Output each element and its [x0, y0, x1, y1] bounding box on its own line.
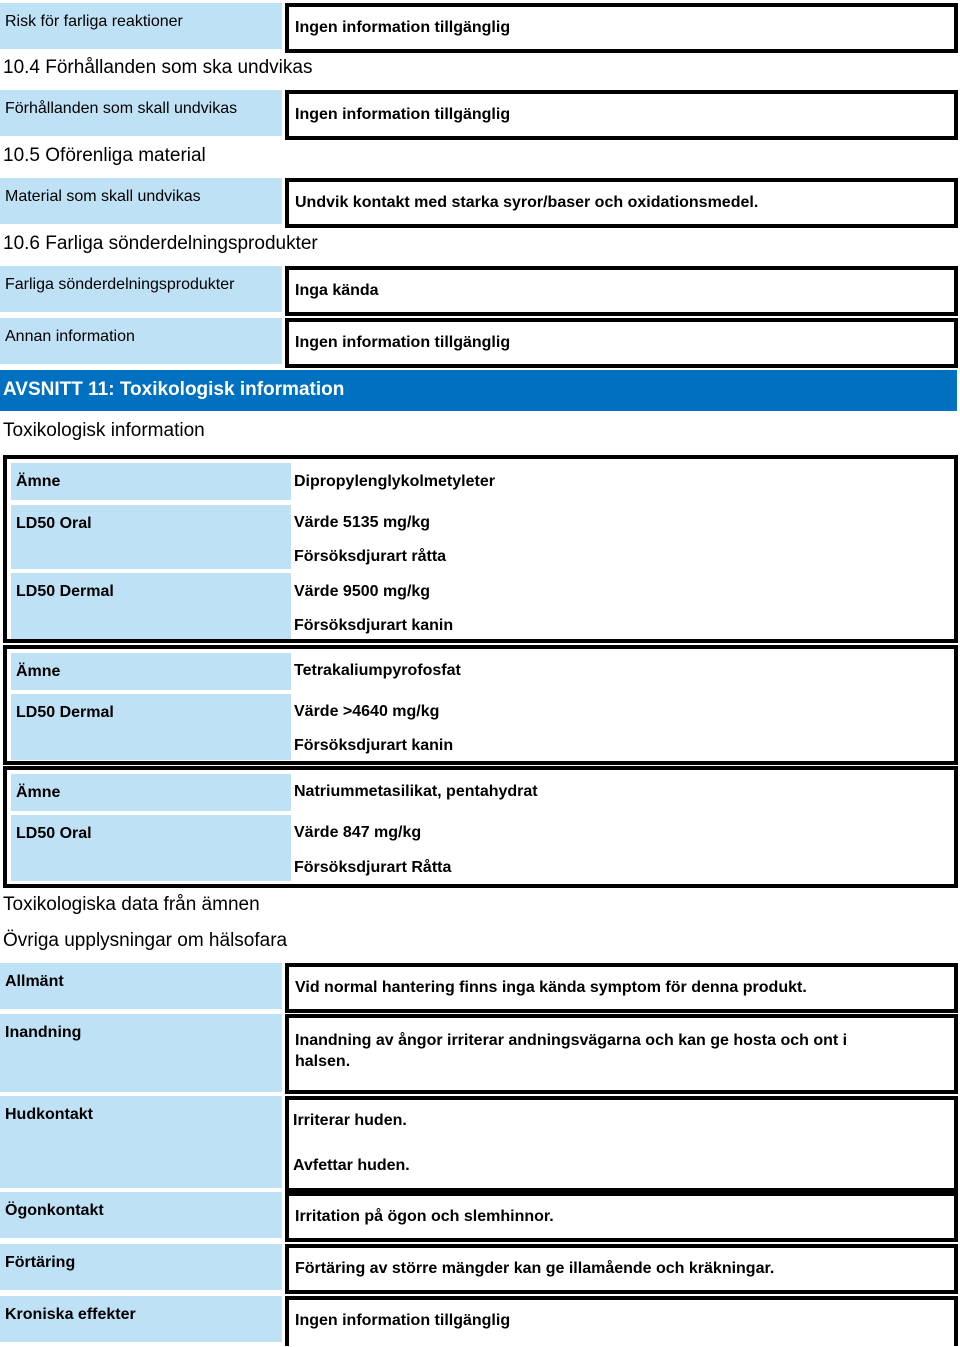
chronic-effects-value: Ingen information tillgänglig [285, 1296, 958, 1346]
ld50-value: Värde 847 mg/kg [294, 824, 422, 841]
materials-label: Material som skall undvikas [0, 178, 282, 224]
chronic-effects-label: Kroniska effekter [0, 1296, 282, 1342]
ld50-value: Värde 5135 mg/kg [294, 514, 431, 531]
ld50-species: Försöksdjurart kanin [294, 617, 454, 634]
skin-contact-label: Hudkontakt [0, 1096, 282, 1188]
tox-info-heading: Toxikologisk information [3, 420, 205, 441]
ld50-label: LD50 Dermal [11, 573, 291, 639]
eye-contact-value: Irritation på ögon och slemhinnor. [285, 1192, 958, 1242]
substance-label: Ämne [11, 653, 291, 690]
substance-label: Ämne [11, 463, 291, 500]
ld50-label: LD50 Oral [11, 815, 291, 881]
ld50-value: Värde 9500 mg/kg [294, 583, 431, 600]
substance-name: Tetrakaliumpyrofosfat [294, 662, 461, 679]
risk-label: Risk för farliga reaktioner [0, 3, 282, 49]
ingestion-value: Förtäring av större mängder kan ge illamående och kräkningar. [285, 1244, 958, 1294]
health-heading: Övriga upplysningar om hälsofara [3, 930, 288, 951]
eye-contact-label: Ögonkontakt [0, 1192, 282, 1238]
skin-contact-value: Avfettar huden. [293, 1157, 410, 1174]
substance-block-3 [3, 766, 958, 888]
section-11-banner: AVSNITT 11: Toxikologisk information [0, 370, 957, 411]
general-value: Vid normal hantering finns inga kända symptom för denna produkt. [285, 963, 958, 1013]
substance-label: Ämne [11, 774, 291, 811]
ld50-value: Värde >4640 mg/kg [294, 703, 440, 720]
substance-name: Dipropylenglykolmetyleter [294, 473, 495, 490]
decomposition-value: Inga kända [285, 266, 958, 316]
ld50-label: LD50 Oral [11, 505, 291, 569]
decomposition-label: Farliga sönderdelningsprodukter [0, 266, 282, 312]
ld50-species: Försöksdjurart kanin [294, 737, 454, 754]
other-info-value: Ingen information tillgänglig [285, 318, 958, 368]
substance-block-1 [3, 455, 958, 643]
ld50-species: Försöksdjurart Råtta [294, 859, 452, 876]
skin-contact-box [285, 1096, 958, 1192]
ingestion-label: Förtäring [0, 1244, 282, 1290]
inhalation-label: Inandning [0, 1014, 282, 1092]
risk-value: Ingen information tillgänglig [285, 3, 958, 53]
ld50-label: LD50 Dermal [11, 694, 291, 760]
heading-10-5: 10.5 Oförenliga material [3, 145, 206, 166]
tox-data-heading: Toxikologiska data från ämnen [3, 894, 260, 915]
other-info-label: Annan information [0, 318, 282, 364]
heading-10-6: 10.6 Farliga sönderdelningsprodukter [3, 233, 318, 254]
substance-name: Natriummetasilikat, pentahydrat [294, 783, 538, 800]
general-label: Allmänt [0, 963, 282, 1009]
conditions-label: Förhållanden som skall undvikas [0, 90, 282, 136]
ld50-species: Försöksdjurart råtta [294, 548, 447, 565]
inhalation-value: Inandning av ångor irriterar andningsvägarna och kan ge hosta och ont i halsen. [285, 1014, 958, 1094]
heading-10-4: 10.4 Förhållanden som ska undvikas [3, 57, 313, 78]
substance-block-2 [3, 645, 958, 765]
materials-value: Undvik kontakt med starka syror/baser och oxidationsmedel. [285, 178, 958, 228]
conditions-value: Ingen information tillgänglig [285, 90, 958, 140]
skin-contact-value: Irriterar huden. [293, 1112, 407, 1129]
